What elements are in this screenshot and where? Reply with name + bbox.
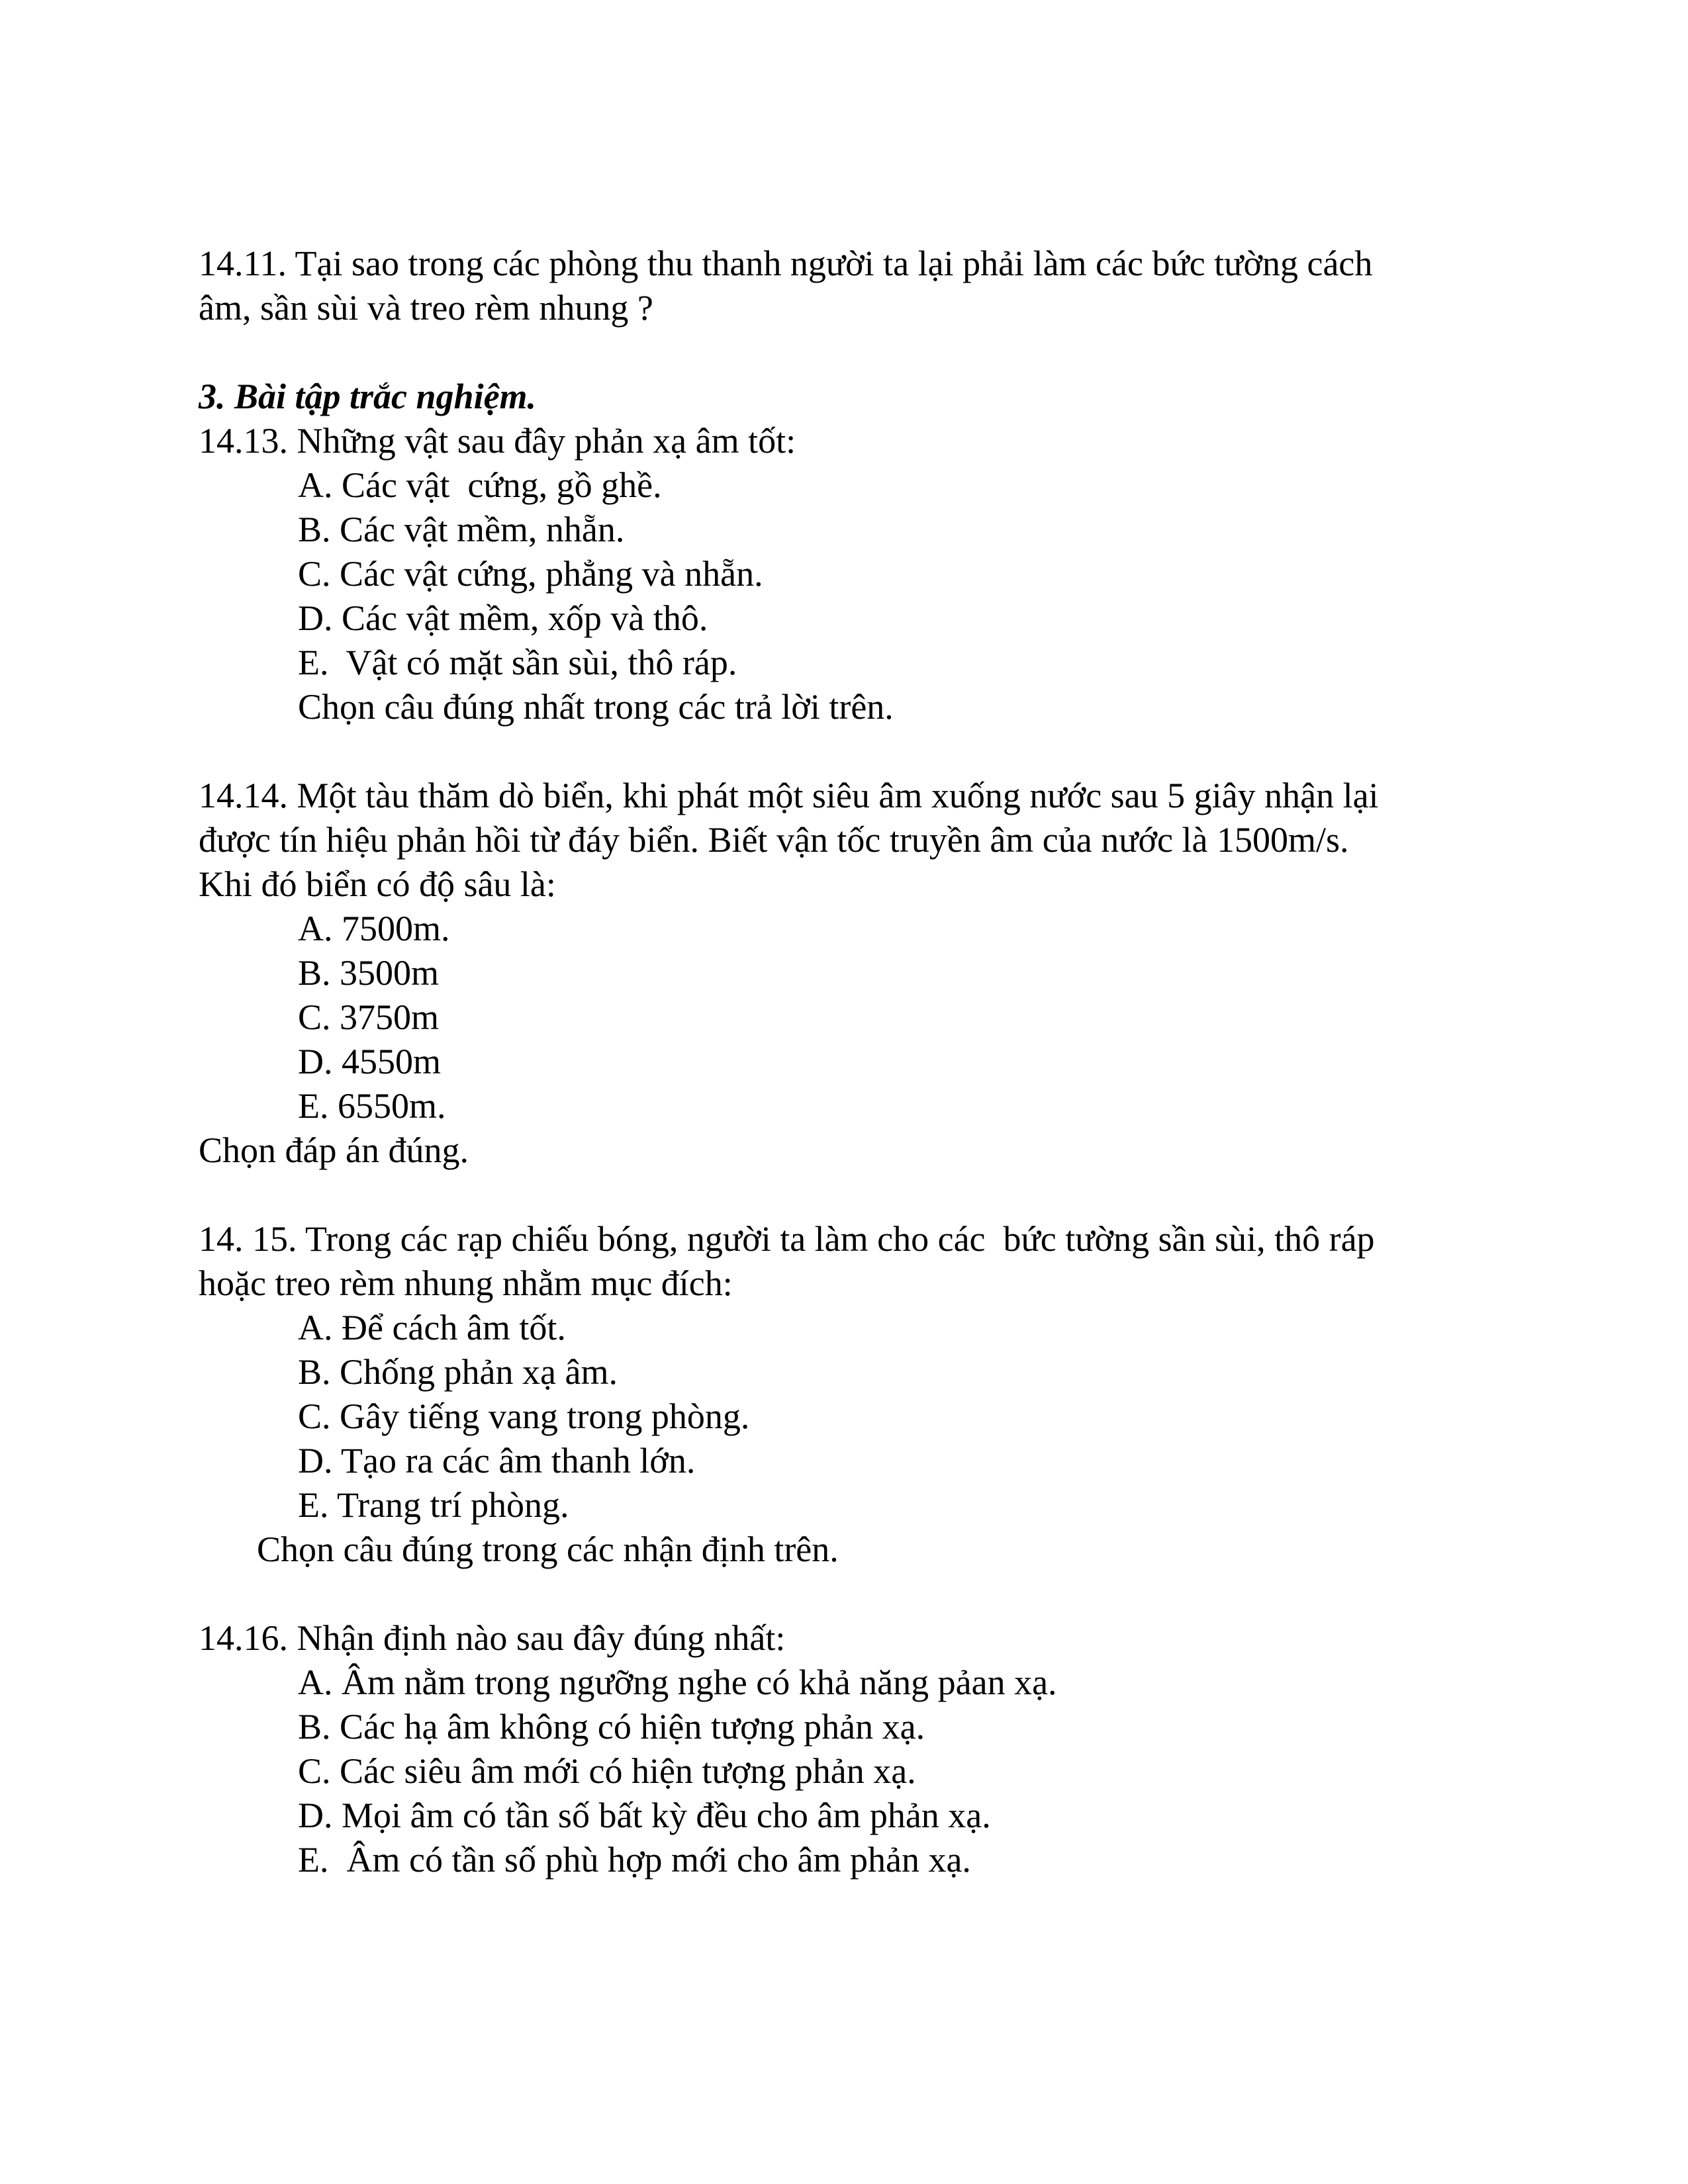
question-text: được tín hiệu phản hồi từ đáy biển. Biết vận tốc truyền âm của nước là 1500m/s. <box>199 820 1349 860</box>
document-page <box>199 242 1489 1882</box>
question-stem: 14.16. Nhận định nào sau đây đúng nhất: <box>199 1618 786 1658</box>
spacer <box>199 1572 1489 1616</box>
question-instruction: Chọn câu đúng trong các nhận định trên. <box>257 1529 839 1569</box>
answer-option: D. Mọi âm có tần số bất kỳ đều cho âm phản xạ. <box>298 1796 991 1835</box>
answer-option: B. Các vật mềm, nhẵn. <box>298 510 625 549</box>
answer-option: A. Để cách âm tốt. <box>298 1308 566 1347</box>
answer-option: B. Các hạ âm không có hiện tượng phản xạ. <box>298 1707 925 1747</box>
question-14-14 <box>199 774 1489 1173</box>
answer-option: C. Các vật cứng, phẳng và nhẵn. <box>298 554 763 594</box>
answer-option: C. 3750m <box>298 997 440 1037</box>
answer-option: D. 4550m <box>298 1042 441 1081</box>
answer-option: B. 3500m <box>298 953 440 993</box>
answer-option: C. Gây tiếng vang trong phòng. <box>298 1396 750 1436</box>
question-text: 14. 15. Trong các rạp chiếu bóng, người ta làm cho các bức tường sần sùi, thô ráp <box>199 1219 1375 1259</box>
question-text: Khi đó biển có độ sâu là: <box>199 864 556 904</box>
answer-option: A. Các vật cứng, gồ ghề. <box>298 465 662 505</box>
question-text: 14.14. Một tàu thăm dò biển, khi phát một siêu âm xuống nước sau 5 giây nhận lại <box>199 776 1379 815</box>
answer-option: E. Trang trí phòng. <box>298 1485 569 1525</box>
question-instruction: Chọn đáp án đúng. <box>199 1130 469 1170</box>
question-14-15 <box>199 1217 1489 1572</box>
spacer <box>199 1173 1489 1217</box>
answer-option: D. Tạo ra các âm thanh lớn. <box>298 1441 696 1480</box>
question-instruction: Chọn câu đúng nhất trong các trả lời trên. <box>298 687 894 727</box>
answer-option: E. Vật có mặt sần sùi, thô ráp. <box>298 643 737 682</box>
answer-option: A. 7500m. <box>298 909 450 948</box>
answer-option: E. Âm có tần số phù hợp mới cho âm phản xạ. <box>298 1840 971 1880</box>
question-14-16 <box>199 1616 1489 1882</box>
spacer <box>199 729 1489 774</box>
answer-option: D. Các vật mềm, xốp và thô. <box>298 598 708 638</box>
question-14-13 <box>199 419 1489 729</box>
section-title: 3. Bài tập trắc nghiệm. <box>199 377 537 416</box>
question-14-11 <box>199 242 1489 330</box>
question-text: hoặc treo rèm nhung nhằm mục đích: <box>199 1263 733 1303</box>
answer-option: E. 6550m. <box>298 1086 446 1126</box>
spacer <box>199 330 1489 375</box>
answer-option: A. Âm nằm trong ngưỡng nghe có khả năng pảan xạ. <box>298 1662 1057 1702</box>
answer-option: B. Chống phản xạ âm. <box>298 1352 618 1392</box>
question-text: 14.11. Tại sao trong các phòng thu thanh người ta lại phải làm các bức tường cách <box>199 244 1373 283</box>
question-text: âm, sần sùi và treo rèm nhung ? <box>199 288 653 328</box>
answer-option: C. Các siêu âm mới có hiện tượng phản xạ. <box>298 1751 916 1791</box>
question-stem: 14.13. Những vật sau đây phản xạ âm tốt: <box>199 421 796 461</box>
